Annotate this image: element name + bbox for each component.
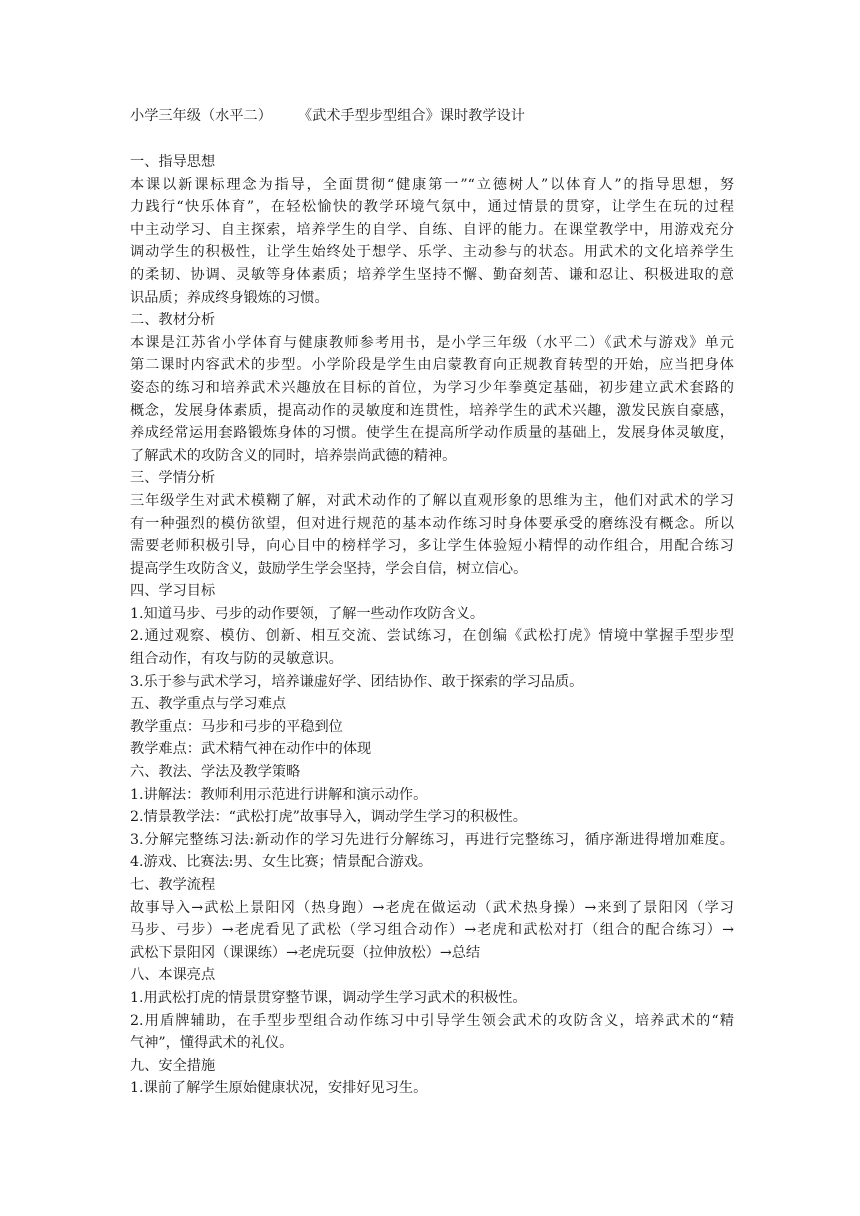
paragraph-line: 3.乐于参与武术学习，培养谦虚好学、团结协作、敢于探索的学习品质。	[130, 673, 584, 690]
section	[130, 874, 734, 964]
paragraph-line: 的柔韧、协调、灵敏等身体素质；培养学生坚持不懈、勤奋刻苦、谦和忍让、积极进取的意	[130, 266, 734, 283]
paragraph-line: 2.情景教学法：“武松打虎”故事导入，调动学生学习的积极性。	[130, 809, 527, 826]
paragraph-line: 武松下景阳冈（课课练）→老虎玩耍（拉伸放松）→总结	[130, 944, 481, 961]
paragraph-line: 本课是江苏省小学体育与健康教师参考用书，是小学三年级（水平二）《武术与游戏》单元	[130, 334, 734, 351]
section	[130, 693, 734, 761]
section-heading: 九、安全措施	[130, 1057, 216, 1074]
paragraph-line: 2.通过观察、模仿、创新、相互交流、尝试练习，在创编《武松打虎》情境中掌握手型步型	[130, 628, 734, 645]
paragraph-line: 教学难点：武术精气神在动作中的体现	[130, 741, 372, 758]
title-lesson: 《武术手型步型组合》课时教学设计	[297, 108, 525, 124]
document-page	[130, 103, 734, 1100]
paragraph-line: 三年级学生对武术模糊了解，对武术动作的了解以直观形象的思维为主，他们对武术的学习	[130, 492, 734, 509]
section	[130, 309, 734, 467]
paragraph-line: 识品质；养成终身锻炼的习惯。	[130, 289, 329, 306]
paragraph-line: 组合动作，有攻与防的灵敏意识。	[130, 651, 343, 668]
section	[130, 467, 734, 580]
paragraph-line: 1.讲解法：教师利用示范进行讲解和演示动作。	[130, 786, 428, 803]
paragraph-line: 1.知道马步、弓步的动作要领，了解一些动作攻防含义。	[130, 605, 485, 622]
paragraph-line: 中主动学习、自主探索，培养学生的自学、自练、自评的能力。在课堂教学中，用游戏充分	[130, 221, 734, 238]
paragraph-line: 力践行“快乐体育”，在轻松愉快的教学环境气氛中，通过情景的贯穿，让学生在玩的过程	[130, 199, 734, 216]
paragraph-line: 调动学生的积极性，让学生始终处于想学、乐学、主动参与的状态。用武术的文化培养学生	[130, 244, 734, 261]
section-heading: 一、指导思想	[130, 154, 216, 170]
paragraph-line: 概念，发展身体素质，提高动作的灵敏度和连贯性，培养学生的武术兴趣，激发民族自豪感，	[130, 402, 734, 419]
paragraph-line: 1.课前了解学生原始健康状况，安排好见习生。	[130, 1080, 428, 1097]
section-heading: 二、教材分析	[130, 312, 216, 329]
section	[130, 151, 734, 309]
paragraph-line: 养成经常运用套路锻炼身体的习惯。使学生在提高所学动作质量的基础上，发展身体灵敏度，	[130, 425, 734, 442]
paragraph-line: 气神”，懂得武术的礼仪。	[130, 1035, 294, 1052]
paragraph-line: 第二课时内容武术的步型。小学阶段是学生由启蒙教育向正规教育转型的开始，应当把身体	[130, 357, 734, 374]
paragraph-line: 马步、弓步）→老虎看见了武松（学习组合动作）→老虎和武松对打（组合的配合练习）→	[130, 922, 734, 939]
paragraph-line: 教学重点：马步和弓步的平稳到位	[130, 718, 343, 735]
paragraph-line: 4.游戏、比赛法:男、女生比赛；情景配合游戏。	[130, 854, 433, 871]
paragraph-line: 3.分解完整练习法:新动作的学习先进行分解练习，再进行完整练习，循序渐进得增加难度。	[130, 831, 734, 848]
section	[130, 761, 734, 874]
section-heading: 六、教法、学法及教学策略	[130, 764, 301, 781]
paragraph-line: 了解武术的攻防含义的同时，培养崇尚武德的精神。	[130, 447, 457, 464]
section-heading: 七、教学流程	[130, 877, 216, 893]
paragraph-line: 2.用盾牌辅助，在手型步型组合动作练习中引导学生领会武术的攻防含义，培养武术的“精	[130, 1012, 734, 1029]
paragraph-line: 本课以新课标理念为指导，全面贯彻“健康第一”“立德树人”以体育人”的指导思想，努	[130, 176, 734, 193]
paragraph-line: 需要老师积极引导，向心目中的榜样学习，多让学生体验短小精悍的动作组合，用配合练习	[130, 538, 734, 555]
paragraph-line: 1.用武松打虎的情景贯穿整节课，调动学生学习武术的积极性。	[130, 989, 527, 1006]
paragraph-line: 提高学生攻防含义，鼓励学生学会坚持，学会自信，树立信心。	[130, 560, 528, 577]
section	[130, 964, 734, 1054]
paragraph-line: 故事导入→武松上景阳冈（热身跑）→老虎在做运动（武术热身操）→来到了景阳冈（学习	[130, 899, 734, 916]
paragraph-line: 有一种强烈的模仿欲望，但对进行规范的基本动作练习时身体要承受的磨练没有概念。所以	[130, 515, 734, 532]
document-title	[130, 103, 734, 129]
section-heading: 三、学情分析	[130, 470, 216, 487]
paragraph-line: 姿态的练习和培养武术兴趣放在目标的首位，为学习少年拳奠定基础，初步建立武术套路的	[130, 379, 734, 396]
section-heading: 四、学习目标	[130, 583, 216, 600]
section	[130, 580, 734, 693]
section-heading: 八、本课亮点	[130, 967, 216, 984]
section-heading: 五、教学重点与学习难点	[130, 696, 287, 713]
section	[130, 1055, 734, 1100]
title-grade: 小学三年级（水平二）	[130, 108, 272, 124]
document-body	[130, 151, 734, 1100]
